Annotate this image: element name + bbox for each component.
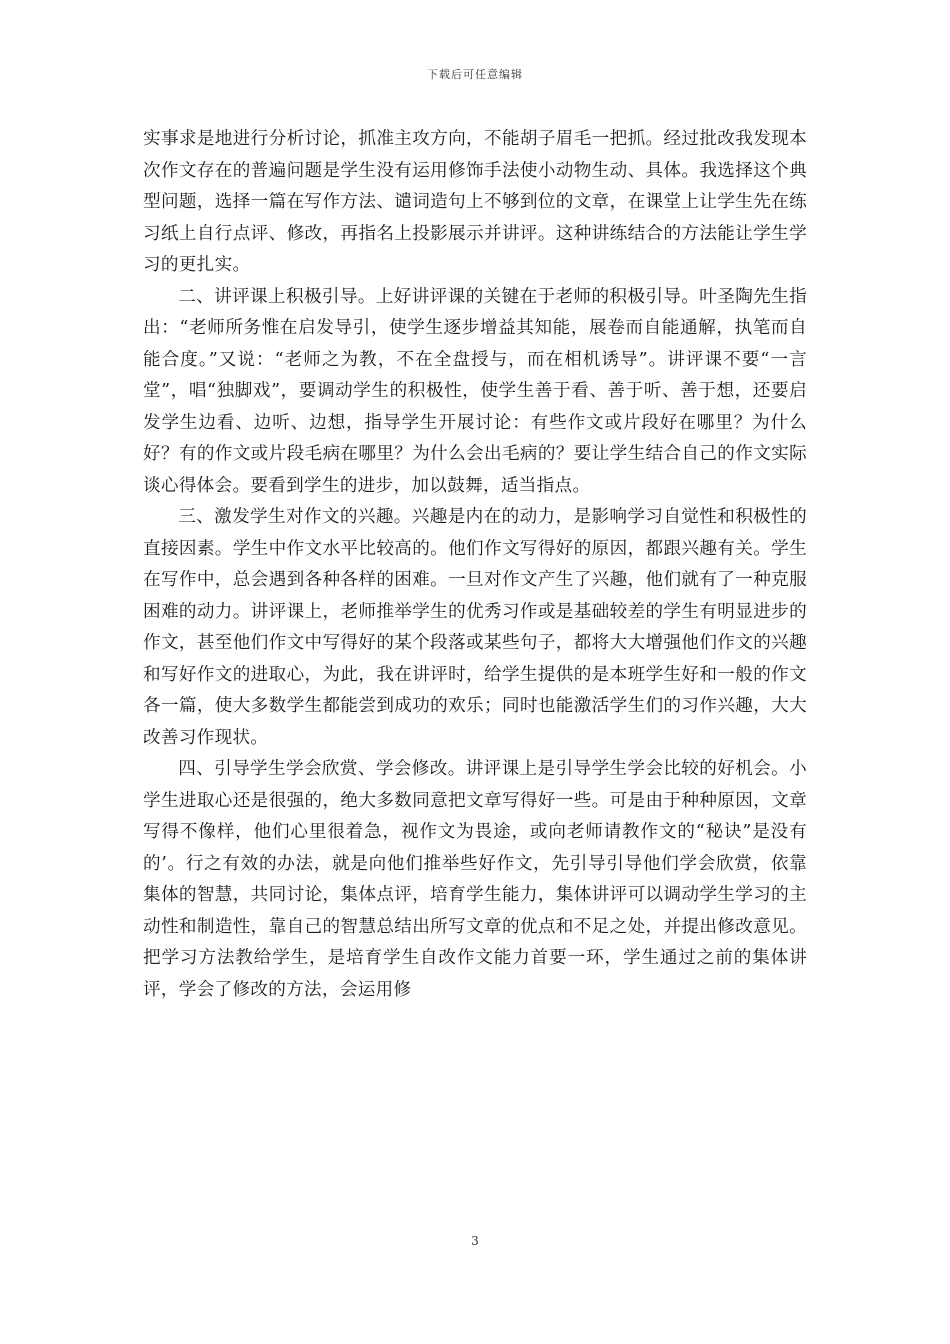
paragraph-section-three: 三、激发学生对作文的兴趣。兴趣是内在的动力，是影响学习自觉性和积极性的直接因素。学生中作文水平比较高的。他们作文写得好的原因，都跟兴趣有关。学生在写作中，总会遇到各种各样的困难。一旦对作文产生了兴趣，他们就有了一种克服困难的动力。讲评课上，老师推举学生的优秀习作或是基础较差的学生有明显进步的作文，甚至他们作文中写得好的某个段落或某些句子，都将大大增强他们作文的兴趣和写好作文的进取心，为此，我在讲评时，给学生提供的是本班学生好和一般的作文各一篇，使大多数学生都能尝到成功的欢乐；同时也能激活学生们的习作兴趣，大大改善习作现状。 <box>143 507 807 748</box>
page-header: 下载后可任意编辑 <box>427 68 523 81</box>
paragraph-section-four: 四、引导学生学会欣赏、学会修改。讲评课上是引导学生学会比较的好机会。小学生进取心还是很强的，绝大多数同意把文章写得好一些。可是由于种种原因，文章写得不像样，他们心里很着急，视作文为畏途，或向老师请教作文的“秘诀”是没有的’。行之有效的办法，就是向他们推举些好作文，先引导引导他们学会欣赏，依靠集体的智慧，共同讨论，集体点评，培育学生能力，集体讲评可以调动学生学习的主动性和制造性，靠自己的智慧总结出所写文章的优点和不足之处，并提出修改意见。把学习方法教给学生，是培育学生自改作文能力首要一环，学生通过之前的集体讲评，学会了修改的方法，会运用修 <box>143 759 807 1000</box>
document-body <box>143 124 807 1006</box>
paragraph-continued: 实事求是地进行分析讨论，抓准主攻方向，不能胡子眉毛一把抓。经过批改我发现本次作文存在的普遍问题是学生没有运用修饰手法使小动物生动、具体。我选择这个典型问题，选择一篇在写作方法、谴词造句上不够到位的文章，在课堂上让学生先在练习纸上自行点评、修改，再指名上投影展示并讲评。这种讲练结合的方法能让学生学习的更扎实。 <box>143 129 807 275</box>
page-number: 3 <box>471 1234 479 1248</box>
paragraph-section-two: 二、讲评课上积极引导。上好讲评课的关键在于老师的积极引导。叶圣陶先生指出：“老师所务惟在启发导引，使学生逐步增益其知能，展卷而自能通解，执笔而自能合度。”又说：“老师之为教，不在全盘授与，而在相机诱导”。讲评课不要“一言堂”，唱“独脚戏”，要调动学生的积极性，使学生善于看、善于听、善于想，还要启发学生边看、边听、边想，指导学生开展讨论：有些作文或片段好在哪里？为什么好？有的作文或片段毛病在哪里？为什么会出毛病的？要让学生结合自己的作文实际谈心得体会。要看到学生的进步，加以鼓舞，适当指点。 <box>143 286 807 496</box>
